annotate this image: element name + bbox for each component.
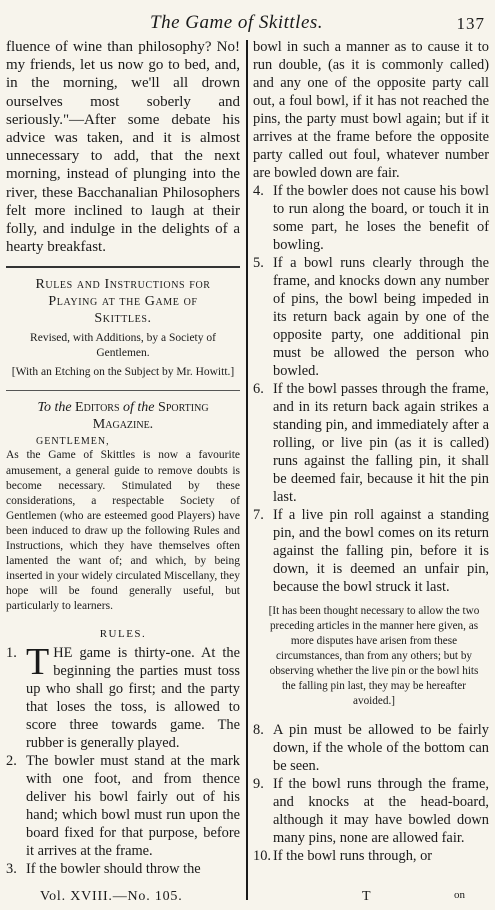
rule-item: 9. If the bowl runs through the frame, and knocks at the head-board, although it may have bowled down many pins, none are allowed fair. [253,776,489,846]
volume-footer: Vol. XVIII.—No. 105. [40,889,183,904]
rules-heading: RULES. [99,628,147,641]
editorial-note: [It has been thought necessary to allow the two preceding articles in the manner here given, as more disputes have arisen from these circumstances, than from any others; but by observing whether the live pin or the bowl hits the falling pin last, they may be hereafter avoided.] [268,605,480,707]
drop-cap: T [26,641,50,684]
rule-3-continued: bowl in such a manner as to cause it to run double, (as it is commonly called) and any one of the opposite party call out, a foul bowl, if it has not reached the pins, the party must bowl again; but if it arrives at the frame before the opposite party called out foul, whatever number are bowled down are fair. [253,39,489,181]
rule-item: 1. THE game is thirty-one. At the beginning the parties must toss up who shall go first; and the party that loses the toss, is allowed to score three towards game. The rubber is generally played. [6,641,240,752]
rule-item: 6. If the bowl passes through the frame, and in its return back again strikes a standing pin, and immediately after a rolling, or live pin (as it is called) runs against the falling pin, it shall be deemed fair, because it hit the pin last. [253,381,489,505]
rule-item: 5. If a bowl runs clearly through the frame, and knocks down any number of pins, the bowl being impeded in its return back again by one of the opposite party, one additional pin must be allowed the person who bowled. [253,255,489,379]
page-number: 137 [456,14,485,33]
rule-item: 10. If the bowl runs through, or [253,848,433,864]
signature-mark: T [362,889,371,904]
running-header [0,0,495,33]
rule-item: 3. If the bowler should throw the [6,861,201,878]
intro-paragraph: fluence of wine than philosophy? No! my friends, let us now go to bed, and, in the morning, we'll all drown ourselves most soberly and seriously."—After some debate his advice was taken, and it is almost unnecessary to add, that the next morning, instead of plunging into the river, these Bacchanalian Philosophers felt more inclined to laugh at their folly, and indulge in the delights of a hearty breakfast. [6,39,240,256]
running-title: The Game of Skittles. [150,12,324,33]
rule-item: 2. The bowler must stand at the mark with one foot, and from thence deliver his bowl fairly out of his hand; which bowl must run upon the board fixed for that purpose, before it arrives at the frame. [6,753,240,860]
rule-item: 4. If the bowler does not cause his bowl to run along the board, or touch it in some part, he loses the benefit of bowling. [253,183,489,253]
right-column [253,38,489,865]
letter-rule [6,390,240,391]
left-column [6,38,240,878]
revised-note: Revised, with Additions, by a Society of Gentlemen. [30,332,216,360]
column-divider [246,40,248,900]
letter-address: To the Editors of the Sporting Magazine. [37,400,209,433]
salutation: GENTLEMEN, [36,436,110,448]
catchword: on [454,889,465,901]
section-title: Rules and Instructions for Playing at the Game of Skittles. [35,277,211,327]
letter-body: As the Game of Skittles is now a favourite amusement, a general guide to remove doubts is become necessary. Stimulated by these considerations, a respectable Society of Gentlemen (who are esteemed good Players) have been induced to draw up the following Rules and Instructions, which they have themselves often lamented the want of; and which, by being inserted in your widely circulated Miscellany, they hope will be found generally useful, but particularly to learners. [6,449,240,613]
rule-item: 7. If a live pin roll against a standing pin, and the bowl comes on its return against the falling pin, before it is down, it is deemed an unfair pin, because the bowl struck it last. [253,507,489,595]
etching-note: [With an Etching on the Subject by Mr. Howitt.] [11,366,235,379]
section-rule [6,266,240,268]
rule-item: 8. A pin must be allowed to be fairly down, if the whole of the bottom can be seen. [253,722,489,774]
